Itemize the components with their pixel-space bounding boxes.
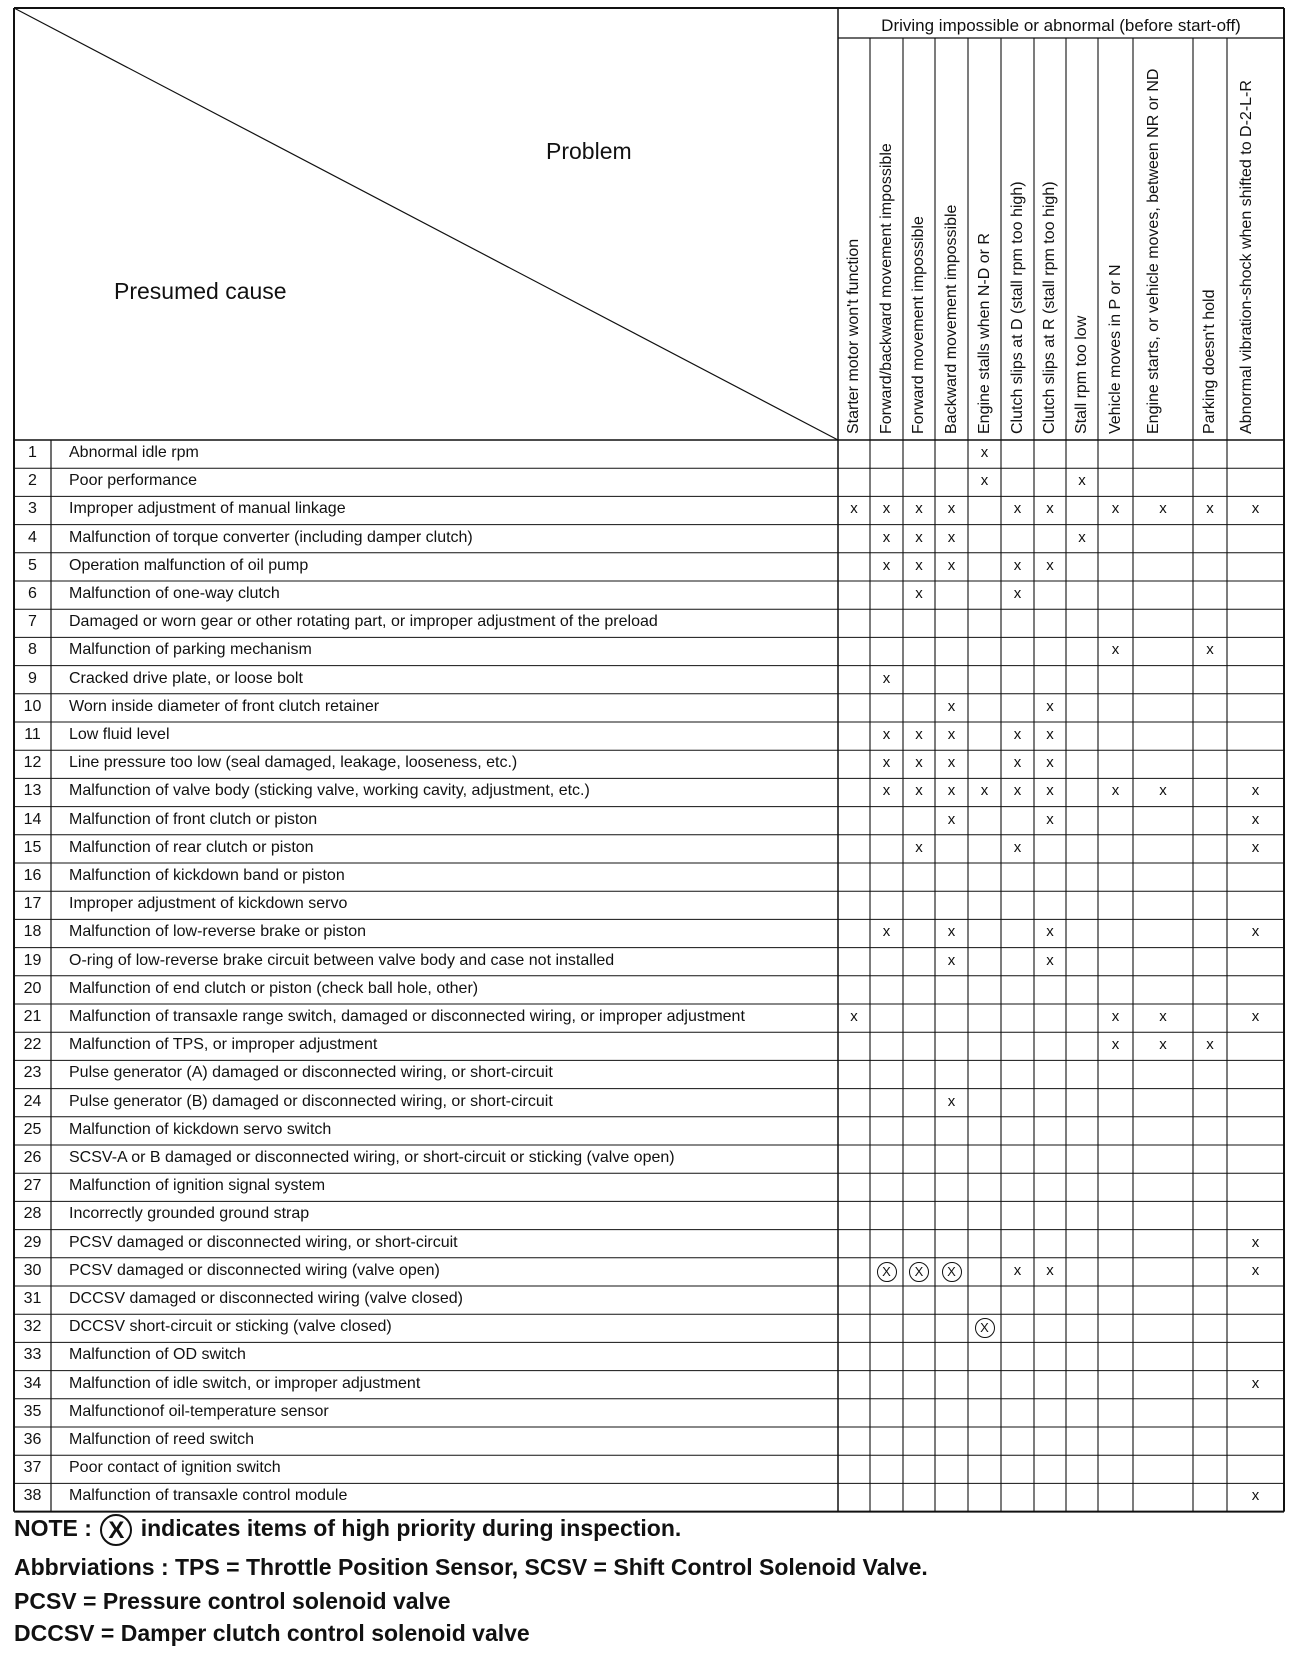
x-mark: x xyxy=(915,528,923,546)
x-mark: x xyxy=(882,782,891,800)
row-cause: SCSV-A or B damaged or disconnected wiring, or short-circuit or sticking (valve open) xyxy=(69,1149,675,1166)
row-number: 22 xyxy=(23,1036,42,1054)
x-mark: x xyxy=(947,500,956,518)
row-cause: Malfunction of ignition signal system xyxy=(69,1177,326,1195)
x-mark: x xyxy=(882,669,891,687)
row-cause: Malfunction of OD switch xyxy=(69,1346,246,1364)
row-number: 8 xyxy=(28,641,37,659)
row-number: 23 xyxy=(23,1064,42,1082)
row-number: 3 xyxy=(28,500,37,518)
priority-x-mark: X xyxy=(942,1262,962,1282)
row-number: 9 xyxy=(28,669,37,687)
x-mark: x xyxy=(1013,726,1022,743)
x-mark: x xyxy=(1046,951,1054,969)
x-mark: x xyxy=(1078,472,1086,490)
row-cause: Malfunction of end clutch or piston (check ball hole, other) xyxy=(69,979,479,997)
row-number: 16 xyxy=(23,867,42,884)
x-mark: x xyxy=(947,923,956,941)
row-number: 17 xyxy=(23,895,42,913)
row-number: 7 xyxy=(28,613,37,631)
row-cause: Damaged or worn gear or other rotating part, or improper adjustment of the preload xyxy=(69,613,658,631)
x-mark: x xyxy=(1046,726,1054,743)
x-mark: x xyxy=(947,556,956,574)
row-cause: Malfunction of front clutch or piston xyxy=(69,810,318,828)
x-mark: x xyxy=(915,782,923,800)
x-mark: x xyxy=(980,444,989,461)
x-mark: x xyxy=(850,1008,858,1025)
x-mark: x xyxy=(1159,500,1167,518)
x-mark: x xyxy=(1111,1036,1120,1054)
x-mark: x xyxy=(1046,923,1054,941)
x-mark: x xyxy=(1206,500,1214,518)
x-mark: x xyxy=(915,500,923,518)
row-cause: Poor contact of ignition switch xyxy=(69,1459,281,1477)
abbreviations-line: Abbrviations : TPS = Throttle Position Sensor, SCSV = Shift Control Solenoid Valve. xyxy=(14,1554,928,1580)
column-header-1: Starter motor won't function xyxy=(845,238,862,434)
row-cause: Malfunction of TPS, or improper adjustment xyxy=(69,1036,378,1054)
x-mark: x xyxy=(915,726,923,743)
column-header-11: Parking doesn't hold xyxy=(1201,289,1218,434)
pcsv-line: PCSV = Pressure control solenoid valve xyxy=(14,1588,451,1614)
x-mark: x xyxy=(947,782,956,800)
row-cause: DCCSV short-circuit or sticking (valve closed) xyxy=(69,1318,392,1336)
x-mark: x xyxy=(1251,1233,1260,1251)
x-mark: x xyxy=(1013,1261,1022,1279)
x-mark: x xyxy=(1111,1008,1120,1025)
x-mark: x xyxy=(1013,500,1022,518)
column-header-3: Forward movement impossible xyxy=(910,216,927,434)
x-mark: x xyxy=(947,528,956,546)
x-mark: x xyxy=(1013,556,1022,574)
x-mark: x xyxy=(1046,782,1054,800)
diagonal-header-line xyxy=(14,8,838,440)
presumed-cause-label: Presumed cause xyxy=(114,278,287,304)
row-cause: Malfunction of one-way clutch xyxy=(69,585,280,602)
column-header-2: Forward/backward movement impossible xyxy=(877,143,895,434)
row-number: 2 xyxy=(28,472,37,490)
x-mark: x xyxy=(947,1092,956,1110)
row-number: 25 xyxy=(23,1120,42,1138)
row-cause: DCCSV damaged or disconnected wiring (valve closed) xyxy=(69,1290,463,1307)
x-mark: x xyxy=(980,472,989,490)
row-number: 34 xyxy=(23,1374,42,1392)
note-prefix: NOTE : xyxy=(14,1515,92,1542)
row-number: 19 xyxy=(23,951,42,969)
row-cause: Pulse generator (B) damaged or disconnected wiring, or short-circuit xyxy=(69,1092,553,1110)
row-number: 26 xyxy=(23,1149,42,1166)
x-mark: x xyxy=(1013,754,1022,772)
row-cause: Line pressure too low (seal damaged, leakage, looseness, etc.) xyxy=(69,754,518,772)
row-number: 37 xyxy=(23,1459,42,1477)
x-mark: x xyxy=(1251,923,1260,941)
row-cause: Malfunction of idle switch, or improper adjustment xyxy=(69,1374,421,1392)
row-number: 10 xyxy=(23,697,42,715)
x-mark: x xyxy=(882,556,891,574)
row-number: 15 xyxy=(23,838,42,856)
row-cause: Cracked drive plate, or loose bolt xyxy=(69,669,303,687)
x-mark: x xyxy=(882,754,891,772)
x-mark: x xyxy=(1046,754,1054,772)
row-cause: Malfunction of transaxle control module xyxy=(69,1487,348,1505)
column-header-8: Stall rpm too low xyxy=(1073,315,1090,434)
x-mark: x xyxy=(1078,528,1086,546)
x-mark: x xyxy=(850,500,858,518)
x-mark: x xyxy=(882,923,891,941)
x-mark: x xyxy=(882,726,891,743)
x-mark: x xyxy=(915,838,923,856)
x-mark: x xyxy=(1013,838,1022,856)
row-number: 28 xyxy=(23,1205,42,1223)
row-number: 29 xyxy=(23,1233,42,1251)
row-number: 33 xyxy=(23,1346,42,1364)
group-header-title: Driving impossible or abnormal (before start-off) xyxy=(881,16,1241,35)
row-number: 20 xyxy=(23,979,42,997)
x-mark: x xyxy=(915,754,923,772)
x-mark: x xyxy=(1159,1008,1167,1025)
row-cause: Abnormal idle rpm xyxy=(69,444,199,461)
priority-x-mark: X xyxy=(909,1262,929,1282)
row-number: 6 xyxy=(28,585,37,602)
row-cause: Malfunction of kickdown band or piston xyxy=(69,867,345,884)
priority-circle-icon: X xyxy=(100,1514,132,1546)
row-cause: Malfunction of reed switch xyxy=(69,1431,254,1448)
row-cause: Poor performance xyxy=(69,472,198,490)
x-mark: x xyxy=(947,726,956,743)
x-mark: x xyxy=(915,556,923,574)
row-cause: Low fluid level xyxy=(69,726,170,743)
row-cause: Malfunction of valve body (sticking valve, working cavity, adjustment, etc.) xyxy=(69,782,590,800)
x-mark: x xyxy=(1046,556,1054,574)
row-cause: Malfunctionof oil-temperature sensor xyxy=(69,1402,329,1420)
x-mark: x xyxy=(1251,838,1260,856)
x-mark: x xyxy=(882,528,891,546)
row-number: 13 xyxy=(23,782,42,800)
x-mark: x xyxy=(1046,810,1054,828)
row-number: 35 xyxy=(23,1402,42,1420)
row-cause: Malfunction of torque converter (including damper clutch) xyxy=(69,528,473,546)
row-cause: Improper adjustment of kickdown servo xyxy=(69,895,348,913)
x-mark: x xyxy=(1046,500,1054,518)
x-mark: x xyxy=(1111,641,1120,659)
x-mark: x xyxy=(1111,782,1120,800)
row-number: 1 xyxy=(28,444,37,461)
row-cause: Pulse generator (A) damaged or disconnected wiring, or short-circuit xyxy=(69,1064,553,1082)
x-mark: x xyxy=(1046,1261,1054,1279)
row-number: 12 xyxy=(23,754,42,772)
row-number: 24 xyxy=(23,1092,42,1110)
row-number: 32 xyxy=(23,1318,42,1336)
x-mark: x xyxy=(1206,1036,1214,1054)
row-number: 14 xyxy=(23,810,42,828)
row-cause: Malfunction of kickdown servo switch xyxy=(69,1120,332,1138)
row-number: 11 xyxy=(24,726,41,743)
x-mark: x xyxy=(1251,1487,1260,1505)
row-number: 27 xyxy=(23,1177,42,1195)
x-mark: x xyxy=(1251,1374,1260,1392)
column-header-6: Clutch slips at D (stall rpm too high) xyxy=(1008,181,1026,434)
x-mark: x xyxy=(1206,641,1214,659)
x-mark: x xyxy=(882,500,891,518)
row-cause: Malfunction of rear clutch or piston xyxy=(69,838,314,856)
x-mark: x xyxy=(1159,782,1167,800)
row-cause: Incorrectly grounded ground strap xyxy=(69,1205,310,1223)
x-mark: x xyxy=(1251,810,1260,828)
x-mark: x xyxy=(947,951,956,969)
x-mark: x xyxy=(947,754,956,772)
row-cause: Malfunction of parking mechanism xyxy=(69,641,312,659)
row-cause: PCSV damaged or disconnected wiring, or short-circuit xyxy=(69,1233,458,1251)
row-number: 21 xyxy=(23,1008,42,1025)
row-cause: PCSV damaged or disconnected wiring (valve open) xyxy=(69,1261,440,1279)
note-line xyxy=(14,1514,681,1546)
x-mark: x xyxy=(947,697,956,715)
row-number: 31 xyxy=(23,1290,42,1307)
priority-x-mark: X xyxy=(975,1318,995,1338)
dccsv-line: DCCSV = Damper clutch control solenoid valve xyxy=(14,1620,530,1646)
row-cause: Malfunction of transaxle range switch, damaged or disconnected wiring, or improper adjustment xyxy=(69,1008,745,1025)
row-cause: Malfunction of low-reverse brake or piston xyxy=(69,923,367,941)
x-mark: x xyxy=(1251,1261,1260,1279)
priority-x-mark: X xyxy=(877,1262,897,1282)
row-number: 18 xyxy=(23,923,42,941)
x-mark: x xyxy=(1111,500,1120,518)
x-mark: x xyxy=(1013,782,1022,800)
x-mark: x xyxy=(1251,782,1260,800)
note-text: indicates items of high priority during inspection. xyxy=(140,1515,682,1542)
row-cause: Operation malfunction of oil pump xyxy=(69,556,309,574)
row-number: 4 xyxy=(28,528,37,546)
row-cause: Worn inside diameter of front clutch retainer xyxy=(69,697,380,715)
row-number: 36 xyxy=(23,1431,42,1448)
x-mark: x xyxy=(947,810,956,828)
x-mark: x xyxy=(1013,585,1022,602)
column-header-10: Engine starts, or vehicle moves, between NR or ND xyxy=(1145,68,1162,434)
x-mark: x xyxy=(1046,697,1054,715)
row-number: 38 xyxy=(23,1487,42,1505)
row-cause: Improper adjustment of manual linkage xyxy=(69,500,346,518)
x-mark: x xyxy=(915,585,923,602)
row-number: 5 xyxy=(28,556,37,574)
x-mark: x xyxy=(1159,1036,1167,1054)
row-number: 30 xyxy=(23,1261,42,1279)
x-mark: x xyxy=(1251,500,1260,518)
row-cause: O-ring of low-reverse brake circuit between valve body and case not installed xyxy=(69,951,615,969)
x-mark: x xyxy=(1251,1008,1260,1025)
x-mark: x xyxy=(980,782,989,800)
column-header-4: Backward movement impossible xyxy=(942,204,960,434)
column-header-9: Vehicle moves in P or N xyxy=(1106,264,1124,434)
column-header-12: Abnormal vibration-shock when shifted to D-2-L-R xyxy=(1237,80,1255,434)
problem-label: Problem xyxy=(546,138,632,164)
column-header-5: Engine stalls when N-D or R xyxy=(975,233,993,434)
column-header-7: Clutch slips at R (stall rpm too high) xyxy=(1041,181,1058,434)
